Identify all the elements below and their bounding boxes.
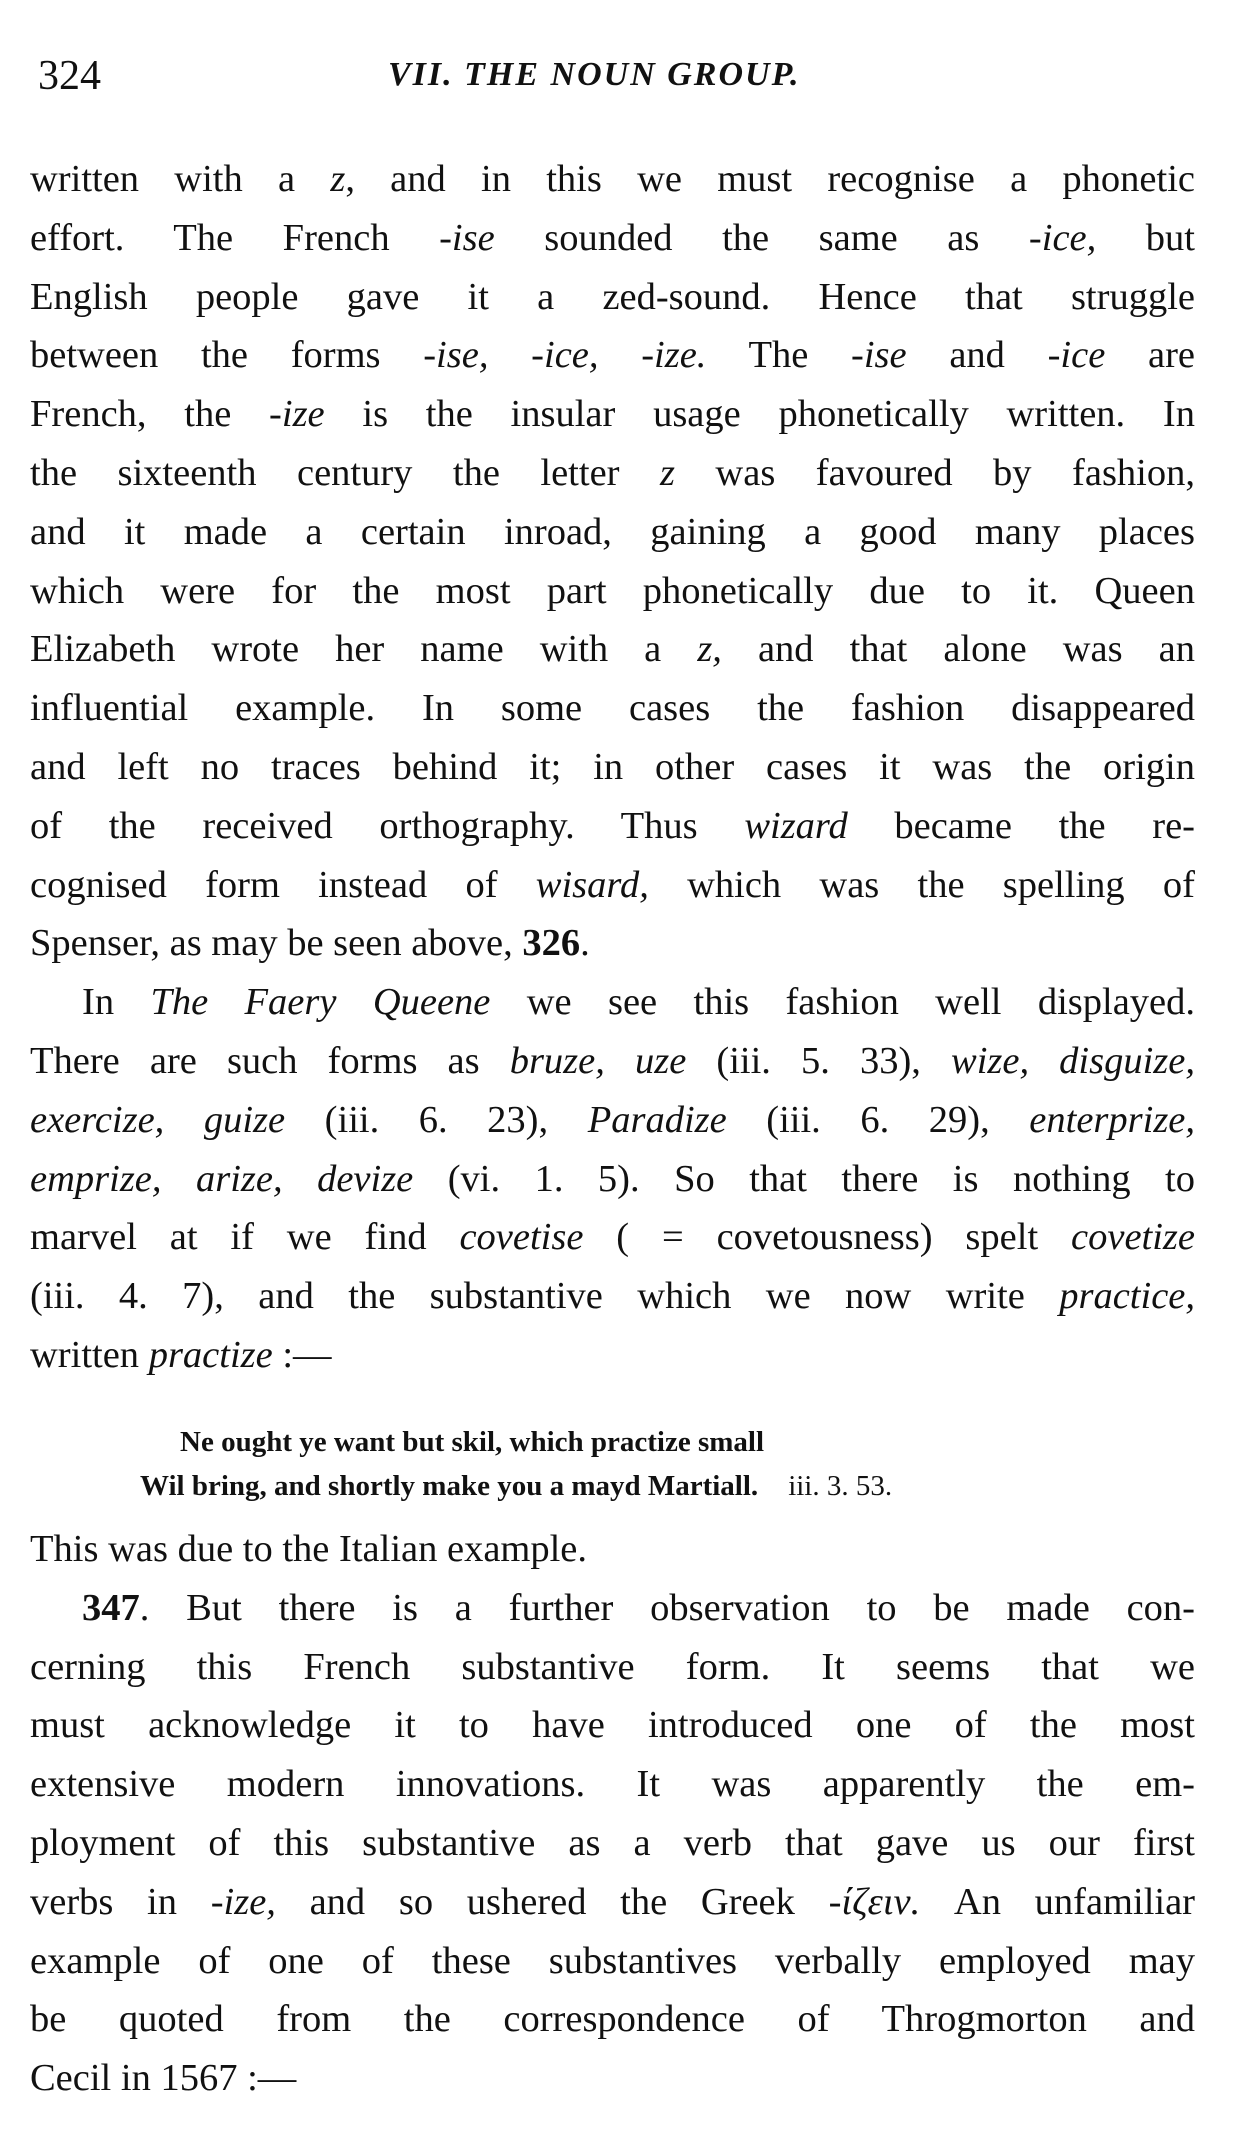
- text-run: -ice: [1047, 334, 1106, 377]
- text-line: [30, 385, 1195, 444]
- text-run: (iii. 6. 23),: [285, 1098, 588, 1141]
- text-run: was favoured by fashion,: [674, 451, 1195, 494]
- text-run: An unfamiliar: [920, 1880, 1195, 1923]
- text-run: -ize,: [210, 1880, 276, 1923]
- text-line: [30, 1579, 1195, 1638]
- text-run: (vi. 1. 5). So that there is nothing to: [413, 1157, 1195, 1200]
- text-run: :—: [272, 1333, 332, 1376]
- text-run: written with a: [30, 158, 331, 200]
- text-run: -ize: [269, 393, 325, 436]
- text-line: [30, 150, 1195, 209]
- text-line: example of one of these substantives verbally employed may: [30, 1939, 1195, 1982]
- text-run: wisard,: [535, 863, 649, 906]
- text-run: and: [906, 334, 1048, 377]
- text-run: and so ushered the Greek: [275, 1880, 829, 1923]
- text-run: Spenser, as may be seen above,: [30, 922, 523, 965]
- text-line: must acknowledge it to have introduced one of the most: [30, 1704, 1195, 1747]
- text-run: enterprize,: [1029, 1098, 1196, 1141]
- text-run: effort. The French: [30, 216, 440, 259]
- text-run: -ice,: [531, 334, 599, 377]
- text-line: [30, 856, 1195, 915]
- text-run: -ise: [439, 216, 495, 259]
- text-line: be quoted from the correspondence of Throgmorton and: [30, 1998, 1195, 2041]
- text-run: between the forms: [30, 334, 424, 377]
- text-run: are: [1105, 334, 1196, 377]
- text-run: z: [659, 451, 675, 494]
- greek-suffix: -ίζειν.: [828, 1880, 921, 1923]
- text-run: (iii. 6. 29),: [726, 1098, 1030, 1141]
- section-reference: 326: [522, 922, 581, 965]
- text-line: [30, 209, 1195, 268]
- text-run: cognised form instead of: [30, 863, 536, 906]
- text-line: and it made a certain inroad, gaining a good many places: [30, 510, 1195, 553]
- text-line: [30, 620, 1195, 679]
- text-line: [30, 444, 1195, 503]
- text-run: bruze, uze: [509, 1039, 687, 1082]
- text-run: wize, disguize,: [951, 1039, 1195, 1082]
- text-run: which was the spelling of: [648, 863, 1195, 906]
- text-run: -ice,: [1028, 216, 1097, 259]
- main-text: [30, 150, 1195, 1385]
- text-line: [30, 326, 1195, 385]
- text-run: , and in this we must recognise a phonetic: [345, 158, 1195, 200]
- text-run: covetise: [459, 1216, 584, 1259]
- text-line: Cecil in 1567 :—: [30, 2057, 297, 2100]
- text-line: [30, 914, 1195, 973]
- text-line: [30, 1326, 1195, 1385]
- text-line: [30, 1091, 1195, 1150]
- text-run: Elizabeth wrote her name with a: [30, 628, 698, 671]
- text-run: emprize, arize, devize: [30, 1157, 414, 1200]
- text-line: ployment of this substantive as a verb that gave us our first: [30, 1821, 1195, 1864]
- text-run: the sixteenth century the letter: [30, 451, 660, 494]
- text-run: covetize: [1071, 1216, 1195, 1259]
- text-run: [599, 334, 642, 376]
- text-line: extensive modern innovations. It was apparently the em-: [30, 1763, 1195, 1806]
- verse-reference: iii. 3. 53.: [788, 1470, 893, 1502]
- text-run: French, the: [30, 393, 270, 436]
- text-run: marvel at if we find: [30, 1216, 460, 1259]
- page-header: [38, 52, 1198, 112]
- page-number: 324: [38, 53, 101, 99]
- text-run: Paradize: [587, 1098, 727, 1141]
- text-run: is the insular usage phonetically written. In: [324, 393, 1195, 436]
- section-number: 347: [82, 1586, 140, 1629]
- text-run: wizard: [744, 804, 848, 847]
- text-run: There are such forms as: [30, 1039, 510, 1082]
- text-run: . But there is a further observation to be made con-: [139, 1586, 1195, 1629]
- text-run: but: [1096, 216, 1195, 259]
- text-line: [30, 1150, 1195, 1209]
- verse-quotation: [140, 1420, 1180, 1508]
- text-line: [30, 797, 1195, 856]
- text-run: practice,: [1059, 1275, 1195, 1318]
- text-line: [30, 1032, 1195, 1091]
- text-run: written: [30, 1333, 149, 1376]
- text-line: English people gave it a zed-sound. Hence that struggle: [30, 275, 1195, 318]
- text-run: exercize, guize: [30, 1098, 286, 1141]
- text-run: and that alone was an: [721, 628, 1195, 671]
- text-run: became the re-: [847, 804, 1195, 847]
- text-run: z: [330, 158, 346, 200]
- text-run: z,: [697, 628, 722, 671]
- text-line: This was due to the Italian example.: [30, 1528, 588, 1570]
- verse-line: Wil bring, and shortly make you a mayd Martiall. iii. 3. 53.: [140, 1464, 1180, 1508]
- text-line: which were for the most part phonetically due to it. Queen: [30, 569, 1195, 612]
- text-run: -ize.: [641, 334, 707, 377]
- text-run: practize: [148, 1333, 273, 1376]
- text-run: (iii. 4. 7), and the substantive which we now write: [30, 1275, 1060, 1318]
- text-run: In: [82, 981, 151, 1024]
- text-run: [488, 334, 531, 376]
- text-run: verbs in: [30, 1880, 211, 1923]
- verse-line: Ne ought ye want but skil, which practize small: [180, 1426, 765, 1458]
- text-line: cerning this French substantive form. It seems that we: [30, 1645, 1195, 1688]
- text-run: The: [706, 334, 852, 377]
- text-line: [30, 1873, 1195, 1932]
- text-run: of the received orthography. Thus: [30, 804, 745, 847]
- work-title: The Faery Queene: [150, 981, 491, 1024]
- text-run: -ise,: [423, 334, 489, 377]
- text-run: sounded the same as: [494, 216, 1029, 259]
- text-line: influential example. In some cases the fashion disappeared: [30, 687, 1195, 730]
- text-line: [30, 973, 1195, 1032]
- text-line: and left no traces behind it; in other cases it was the origin: [30, 745, 1195, 788]
- text-line: [30, 1208, 1195, 1267]
- text-line: [30, 1267, 1195, 1326]
- main-text-continued: [30, 1520, 1195, 2108]
- text-run: ( = covetousness) spelt: [583, 1216, 1072, 1259]
- running-title: VII. THE NOUN GROUP.: [388, 56, 801, 93]
- text-run: we see this fashion well displayed.: [490, 981, 1195, 1024]
- text-run: -ise: [851, 334, 907, 377]
- text-run: .: [580, 922, 590, 965]
- text-run: (iii. 5. 33),: [686, 1039, 952, 1082]
